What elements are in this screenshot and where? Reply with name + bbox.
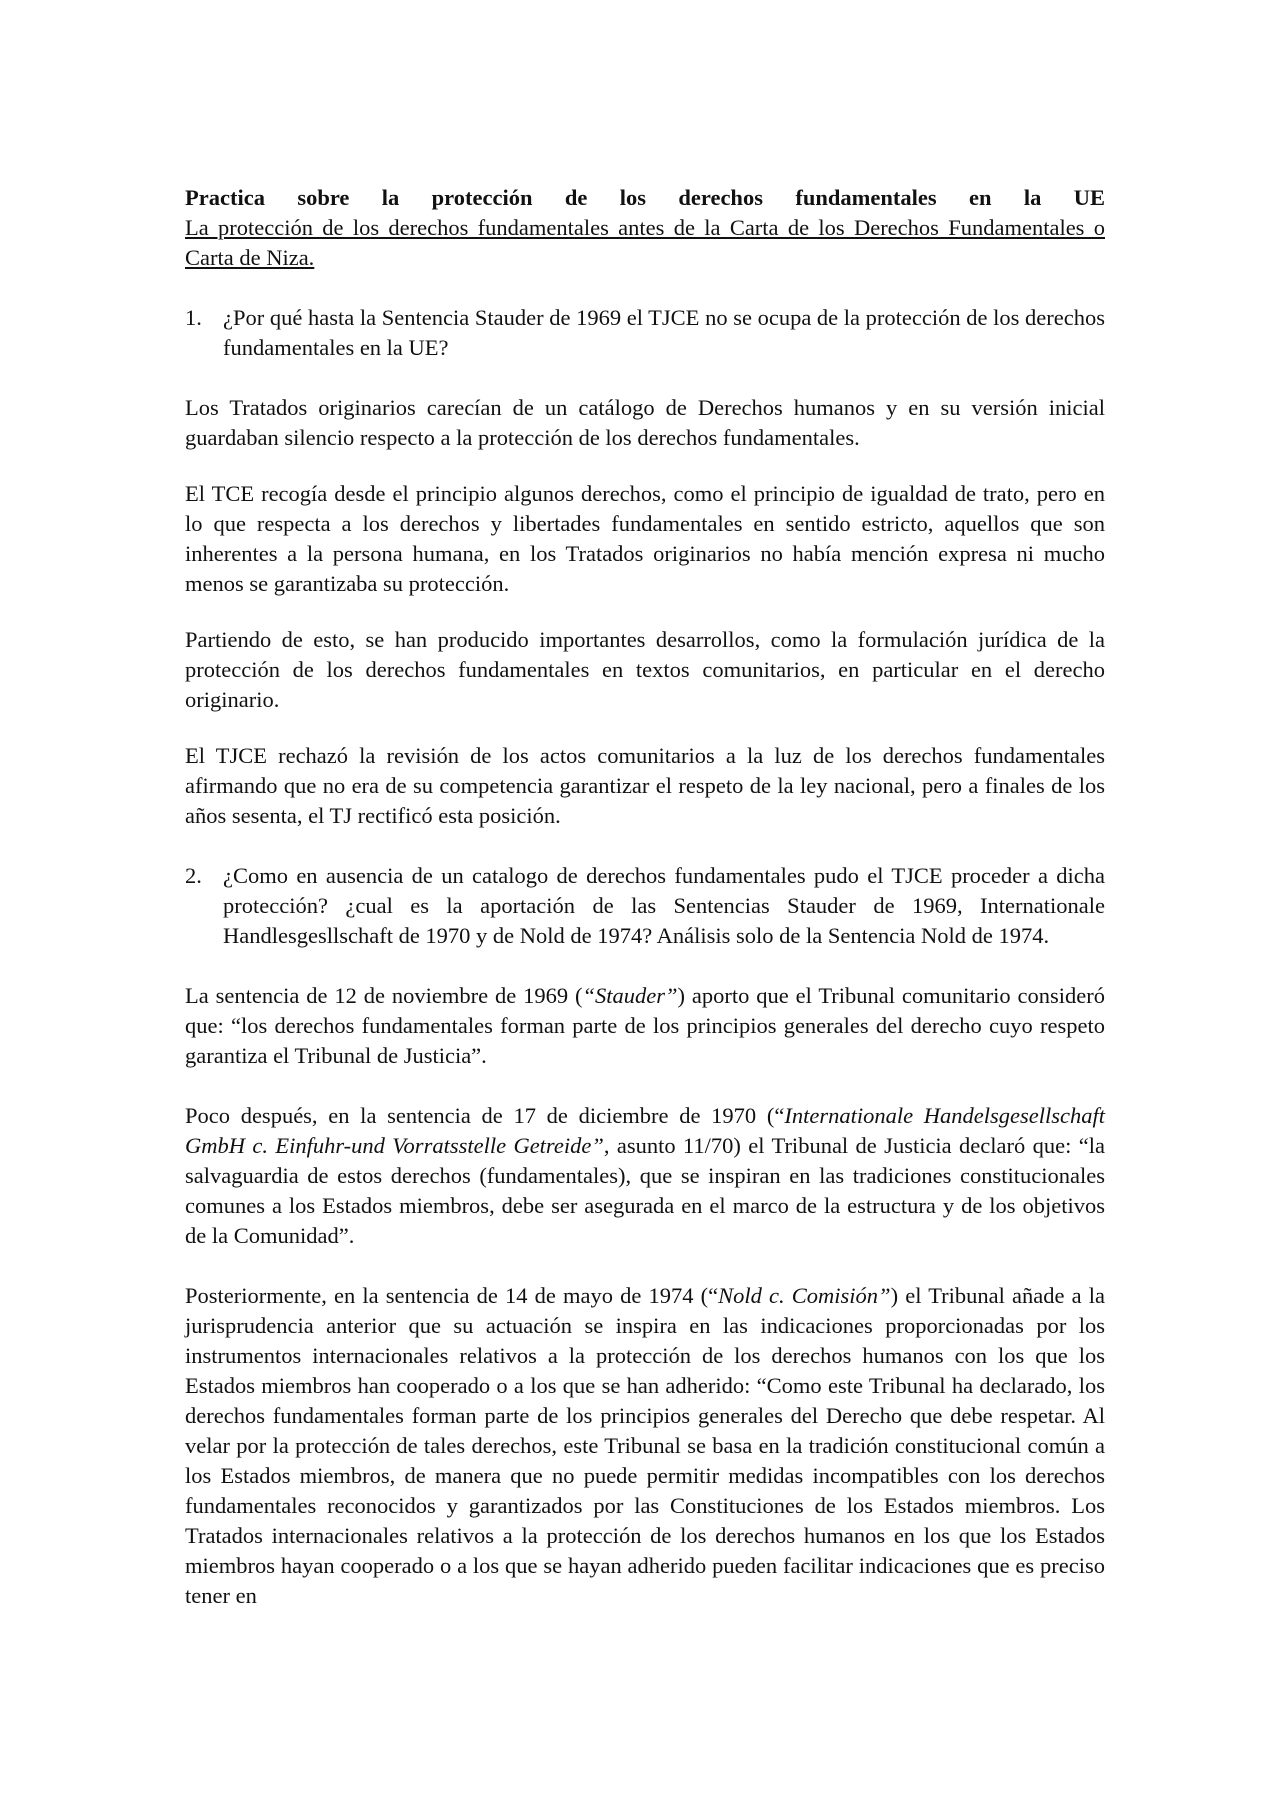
answer-1-paragraph-4: El TJCE rechazó la revisión de los actos comunitarios a la luz de los derechos fundamentales afirmando que no era de su competencia garantizar el respeto de la ley nacional, pero a finales de los años sesenta, el TJ rectificó esta posición. [185, 743, 1105, 828]
answer-1-paragraph-1: Los Tratados originarios carecían de un catálogo de Derechos humanos y en su versión inicial guardaban silencio respecto a la protección de los derechos fundamentales. [185, 395, 1105, 450]
nold-case-name: Nold c. Comisión” [718, 1283, 891, 1308]
stauder-paragraph [185, 981, 1105, 1071]
answer-1-paragraph-2: El TCE recogía desde el principio algunos derechos, como el principio de igualdad de trato, pero en lo que respecta a los derechos y libertades fundamentales en sentido estricto, aquellos que son inherentes a la persona humana, en los Tratados originarios no había mención expresa ni mucho menos se garantizaba su protección. [185, 481, 1105, 596]
stauder-pre: La sentencia de 12 de noviembre de 1969 ( [185, 983, 583, 1008]
question-2-number: 2. [185, 863, 202, 888]
handelsgesellschaft-paragraph [185, 1101, 1105, 1251]
document-title: Practica sobre la protección de los derechos fundamentales en la UE [185, 185, 1105, 210]
answer-1-paragraph-3: Partiendo de esto, se han producido importantes desarrollos, como la formulación jurídica de la protección de los derechos fundamentales en textos comunitarios, en particular en el derecho originario. [185, 627, 1105, 712]
handels-pre: Poco después, en la sentencia de 17 de diciembre de 1970 (“ [185, 1103, 785, 1128]
stauder-case-name: “Stauder” [582, 983, 678, 1008]
nold-paragraph [185, 1281, 1105, 1611]
question-1 [185, 303, 1105, 363]
stauder-post: ) aporto que el Tribunal comunitario consideró que: “los derechos fundamentales forman parte de los principios generales del derecho cuyo respeto garantiza el Tribunal de Justicia”. [185, 983, 1105, 1068]
nold-pre: Posteriormente, en la sentencia de 14 de mayo de 1974 (“ [185, 1283, 719, 1308]
question-1-number: 1. [185, 305, 202, 330]
nold-post: ) el Tribunal añade a la jurisprudencia anterior que su actuación se inspira en las indicaciones proporcionadas por los instrumentos internacionales relativos a la protección de los derechos humanos con los que los Estados miembros han cooperado o a los que se han adherido: “Como este Tribunal ha declarado, los derechos fundamentales forman parte de los principios generales del Derecho que debe respetar. Al velar por la protección de tales derechos, este Tribunal se basa en la tradición constitucional común a los Estados miembros, de manera que no puede permitir medidas incompatibles con los derechos fundamentales reconocidos y garantizados por las Constituciones de los Estados miembros. Los Tratados internacionales relativos a la protección de los derechos humanos en los que los Estados miembros hayan cooperado o a los que se hayan adherido pueden facilitar indicaciones que es preciso tener en [185, 1283, 1105, 1608]
handels-case-name: Internationale Handelsgesellschaft GmbH c. Einfuhr-und Vorratsstelle Getreide” [185, 1103, 1106, 1158]
question-1-text: ¿Por qué hasta la Sentencia Stauder de 1969 el TJCE no se ocupa de la protección de los derechos fundamentales en la UE? [223, 305, 1105, 360]
document-page [185, 183, 1105, 1637]
question-2 [185, 861, 1105, 951]
question-2-text: ¿Como en ausencia de un catalogo de derechos fundamentales pudo el TJCE proceder a dicha protección? ¿cual es la aportación de las Sentencias Stauder de 1969, Internationale Handlesgesllschaft de 1970 y de Nold de 1974? Análisis solo de la Sentencia Nold de 1974. [223, 863, 1105, 948]
handels-post: , asunto 11/70) el Tribunal de Justicia declaró que: “la salvaguardia de estos derechos (fundamentales), que se inspiran en las tradiciones constitucionales comunes a los Estados miembros, debe ser asegurada en el marco de la estructura y de los objetivos de la Comunidad”. [185, 1133, 1105, 1248]
document-subtitle: La protección de los derechos fundamentales antes de la Carta de los Derechos Fundamentales o Carta de Niza. [185, 215, 1105, 270]
